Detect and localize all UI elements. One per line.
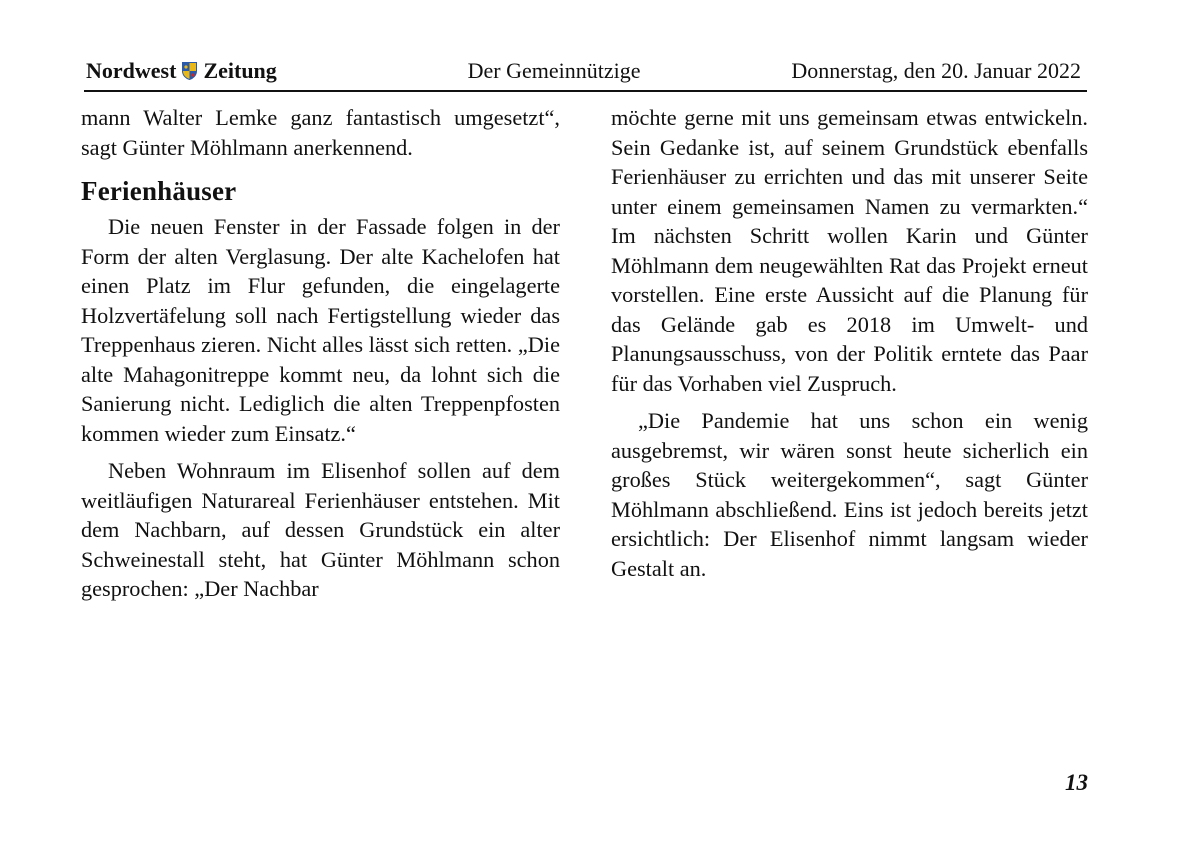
supplement-title: Der Gemeinnützige: [467, 58, 641, 83]
issue-date: Donnerstag, den 20. Januar 2022: [791, 58, 1081, 83]
coat-of-arms-icon: [182, 62, 197, 80]
page-header: [84, 56, 1087, 92]
brand-name-right: Zeitung: [203, 58, 277, 83]
section-heading: Ferienhäuser: [81, 176, 237, 206]
article-paragraph: „Die Pandemie hat uns schon ein wenig ausgebremst, wir wären sonst heute sicherlich ein großes Stück weitergekommen“, sagt Günter Möhlmann abschließend. Eins ist jedoch bereits jetzt ersichtlich: Der Elisenhof nimmt langsam wieder Gestalt an.: [611, 408, 1088, 581]
brand-name-left: Nordwest: [86, 58, 177, 83]
newspaper-brand: [86, 56, 277, 86]
page-number: 13: [1065, 770, 1088, 795]
article-intro: mann Walter Lemke ganz fantastisch umgesetzt“, sagt Günter Möhlmann anerkennend.: [81, 105, 560, 160]
article-paragraph: Neben Wohnraum im Elisenhof sollen auf dem weitläufigen Naturareal Ferienhäuser entstehen. Mit dem Nachbarn, auf dessen Grundstück ein alter Schweinestall steht, hat Günter Möhlmann schon gesprochen: „Der Nachbar: [81, 458, 560, 601]
article-column-left: [81, 103, 560, 604]
article-paragraph: möchte gerne mit uns gemeinsam etwas entwickeln. Sein Gedanke ist, auf seinem Grundstück ebenfalls Ferienhäuser zu errichten und das mit unserer Seite unter einem gemeinsamen Namen zu vermarkten.“ Im nächsten Schritt wollen Karin und Günter Möhlmann dem neugewählten Rat das Projekt erneut vorstellen. Eine erste Aussicht auf die Planung für das Gelände gab es 2018 im Umwelt- und Planungsausschuss, von der Politik erntete das Paar für das Vorhaben viel Zuspruch.: [611, 105, 1088, 396]
article-paragraph: Die neuen Fenster in der Fassade folgen in der Form der alten Verglasung. Der alte Kachelofen hat einen Platz im Flur gefunden, die eingelagerte Holzvertäfelung soll nach Fertigstellung wieder das Treppenhaus zieren. Nicht alles lässt sich retten. „Die alte Mahagonitreppe kommt neu, da lohnt sich die Sanierung nicht. Lediglich die alten Treppenpfosten kommen wieder zum Einsatz.“: [81, 214, 560, 446]
article-column-right: [611, 103, 1088, 583]
